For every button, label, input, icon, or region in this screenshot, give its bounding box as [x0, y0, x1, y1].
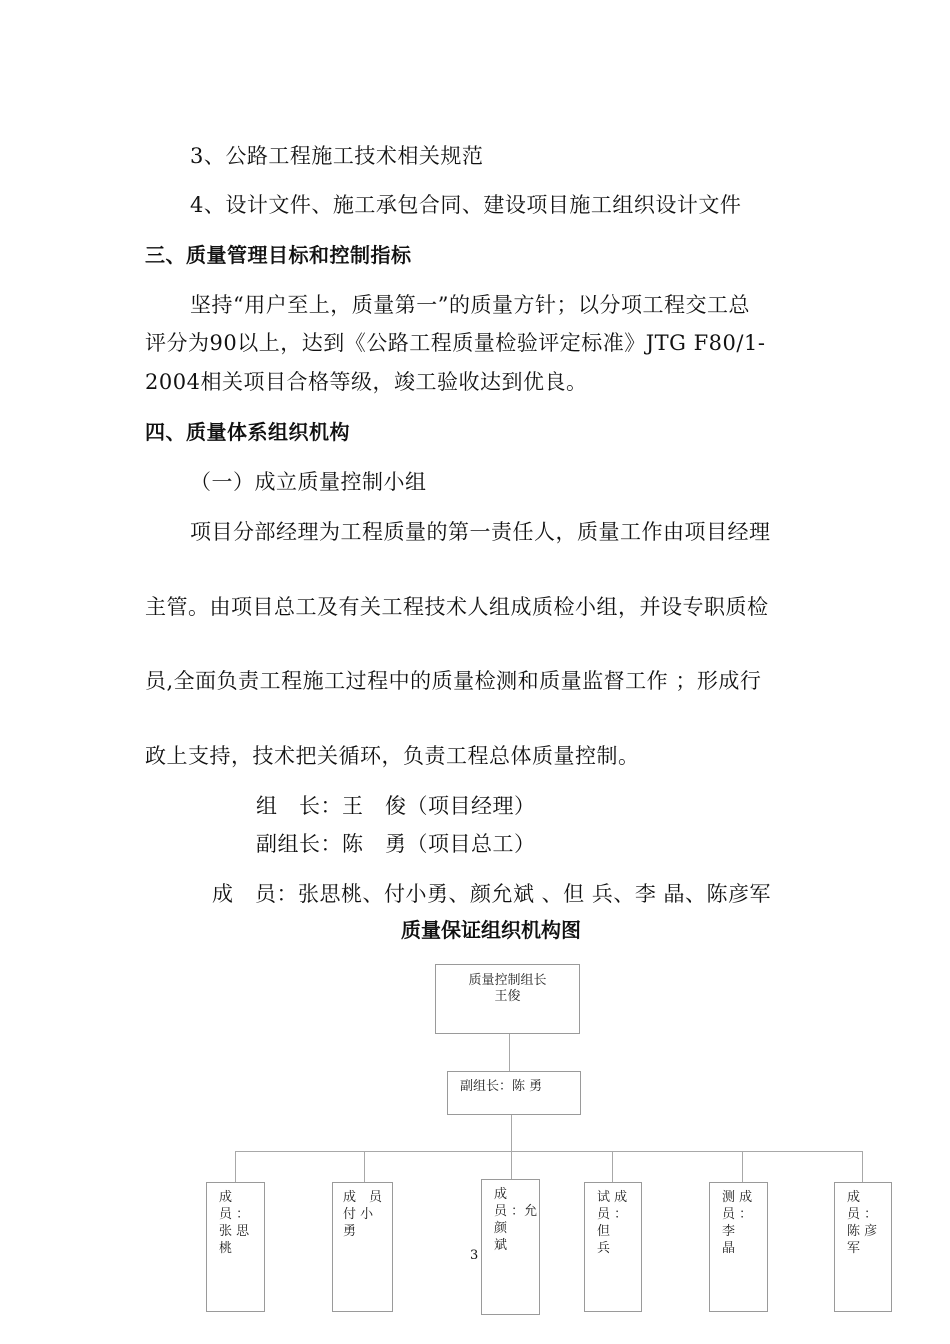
member-6-label: 成 员 ： 陈 彦 军: [847, 1190, 878, 1256]
org-box-leader-name: 王俊: [494, 989, 521, 1004]
roster-deputy: 副组长：陈 勇（项目总工）: [256, 832, 536, 856]
connector-member-4: [612, 1151, 613, 1182]
paragraph-goal-line2: 评分为90以上，达到《公路工程质量检验评定标准》JTG F80/1-: [145, 331, 766, 355]
org-box-member-3: [481, 1179, 540, 1315]
paragraph-responsibility-line1: 项目分部经理为工程质量的第一责任人，质量工作由项目经理: [190, 520, 771, 544]
connector-member-3: [511, 1151, 512, 1179]
page-number: 3: [470, 1248, 479, 1263]
paragraph-responsibility-line3: 员,全面负责工程施工过程中的质量检测和质量监督工作 ；形成行: [145, 669, 762, 693]
org-box-leader-title: 质量控制组长: [468, 973, 547, 988]
member-3-label: 成 员 ：允 颜 斌: [494, 1187, 538, 1253]
section-heading-3: 三、质量管理目标和控制指标: [145, 243, 412, 267]
org-box-deputy: [447, 1071, 581, 1115]
org-box-member-6: [834, 1182, 892, 1312]
section-heading-4: 四、质量体系组织机构: [145, 420, 350, 444]
connector-deputy-bus: [511, 1115, 512, 1151]
paragraph-design-docs: 4、设计文件、施工承包合同、建设项目施工组织设计文件: [190, 193, 742, 217]
paragraph-goal-line3: 2004相关项目合格等级，竣工验收达到优良。: [145, 370, 588, 394]
paragraph-responsibility-line4: 政上支持，技术把关循环，负责工程总体质量控制。: [145, 744, 640, 768]
org-box-member-5: [709, 1182, 768, 1312]
org-box-member-4: [584, 1182, 642, 1312]
roster-leader: 组 长：王 俊（项目经理）: [256, 794, 536, 818]
member-5-label: 测 成 员 ： 李 晶: [722, 1190, 753, 1256]
connector-member-5: [742, 1151, 743, 1182]
connector-leader-deputy: [509, 1034, 510, 1071]
connector-member-1: [235, 1151, 236, 1182]
org-box-leader: [435, 964, 580, 1034]
connector-horizontal-bus: [235, 1151, 862, 1152]
member-4-label: 试 成 员 ： 但 兵: [597, 1190, 628, 1256]
org-chart-title: 质量保证组织机构图: [401, 918, 581, 942]
member-2-label: 成 员 付 小 勇: [343, 1190, 383, 1239]
org-box-member-2: [332, 1182, 393, 1312]
paragraph-goal-line1: 坚持“用户至上，质量第一”的质量方针；以分项工程交工总: [190, 293, 750, 317]
paragraph-responsibility-line2: 主管。由项目总工及有关工程技术人组成质检小组，并设专职质检: [145, 595, 769, 619]
roster-members: 成 员：张思桃、付小勇、颜允斌 、但 兵、李 晶、陈彦军: [212, 882, 772, 906]
subheading-qc-group: （一）成立质量控制小组: [190, 470, 427, 494]
connector-member-6: [862, 1151, 863, 1182]
member-1-label: 成 员 ： 张 思 桃: [219, 1190, 250, 1256]
org-box-member-1: [206, 1182, 265, 1312]
org-box-deputy-label: 副组长：陈 勇: [460, 1079, 543, 1094]
paragraph-spec: 3、公路工程施工技术相关规范: [190, 144, 484, 168]
connector-member-2: [364, 1151, 365, 1182]
